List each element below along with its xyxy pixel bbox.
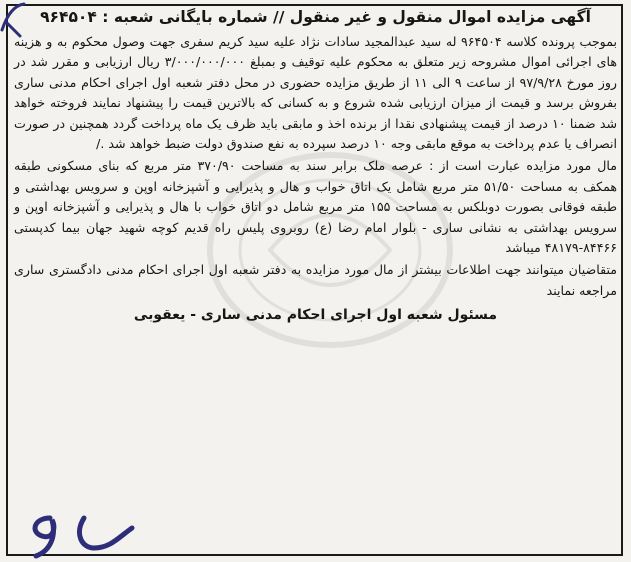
notice-paragraph-property: مال مورد مزایده عبارت است از : عرصه ملک برابر سند به مساحت ۳۷۰/۹۰ متر مربع که بنای مسکونی طبقه همکف به مساحت ۵۱/۵۰ متر مربع شامل یک اتاق خواب و هال و پذیرایی و آشپزخانه اوپن و سرویس بهداشتی و طبقه فوقانی بصورت دوبلکس به مساحت ۱۵۵ متر مربع شامل دو اتاق خواب با هال و پذیرایی و آشپزخانه اوپن و سرویس بهداشتی به نشانی ساری - بلوار امام رضا (ع) روبروی پلیس راه قدیم کوچه شهید جهان بیما کدپستی ۸۴۴۶۶-۴۸۱۷۹ میباشد xyxy=(14,158,618,256)
notice-paragraph-contact: متقاضیان میتوانند جهت اطلاعات بیشتر از مال مورد مزایده به دفتر شعبه اول اجرای احکام مدنی دادگستری ساری مراجعه نمایند xyxy=(14,262,617,298)
notice-paragraph-terms: بموجب پرونده کلاسه ۹۶۴۵۰۴ له سید عبدالمجید سادات نژاد علیه سید کریم سفری جهت وصول محکوم به و هزینه های اجرائی اموال مشروحه زیر متعلق به محکوم علیه توقیف و بمبلغ ۳/۰۰۰/۰۰۰/۰۰۰ ریال ارزیابی و مقرر شد در روز مورخ ۹۷/۹/۲۸ از ساعت ۹ الی ۱۱ از طریق مزایده حضوری در محل دفتر شعبه اول اجرای احکام مدنی ساری بفروش برسد و قیمت از میزان ارزیابی شده شروع و به کسانی که بالاترین قیمت را پیشنهاد نمایند فروخته خواهد شد ضمنا ۱۰ درصد از قیمت پیشنهادی نقدا از برنده اخذ و مابقی باید ظرف یک ماه پرداخت گردد همچنین در صورت انصراف یا عدم پرداخت به موقع مابقی وجه ۱۰ درصد سپرده به نفع صندوق دولت ضبط خواهد شد ./ xyxy=(14,34,618,152)
notice-content xyxy=(14,6,617,325)
handwritten-number-icon xyxy=(22,508,152,560)
notice-title: آگهی مزایده اموال منقول و غیر منقول // شماره بایگانی شعبه : ۹۶۴۵۰۴ xyxy=(40,8,591,26)
notice-signature: مسئول شعبه اول اجرای احکام مدنی ساری - یعقوبی xyxy=(133,307,498,324)
